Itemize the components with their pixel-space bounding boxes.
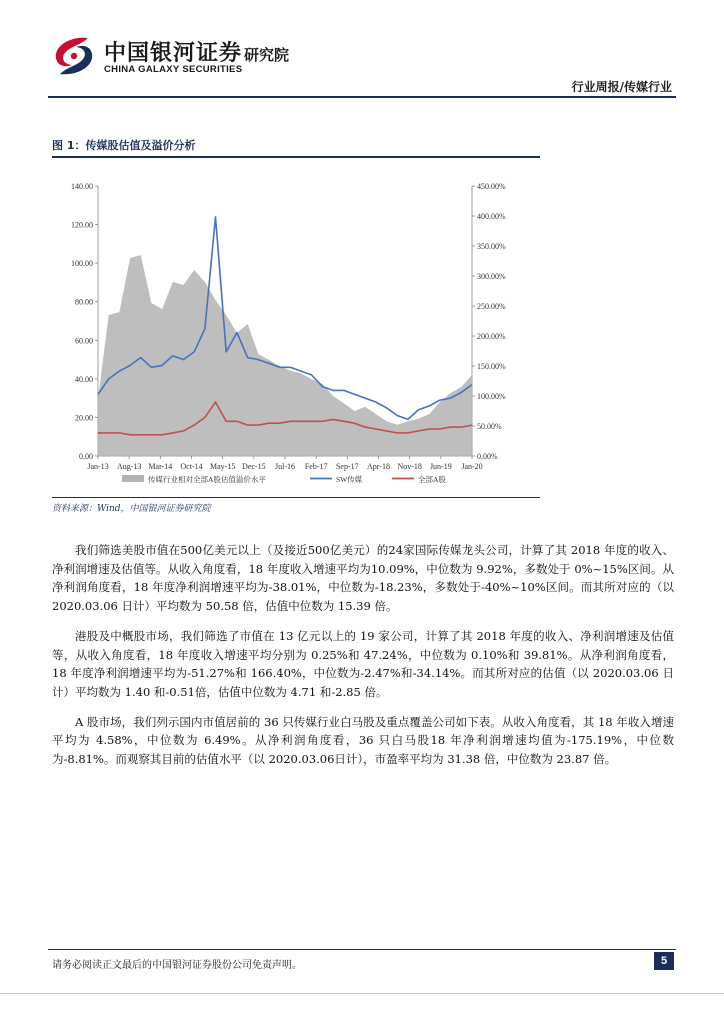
page-bottom-line: [0, 993, 724, 994]
figure-title-divider: [52, 156, 540, 158]
x-tick-label: Apr-18: [367, 462, 390, 471]
logo-research-institute: 研究院: [244, 46, 290, 64]
x-tick-label: Aug-13: [116, 462, 142, 471]
figure-source: 资料来源：Wind，中国银河证券研究院: [52, 504, 211, 514]
legend-label-premium: 传媒行业相对全部A股估值溢价水平: [148, 475, 266, 484]
right-tick-label: 450.00%: [477, 182, 506, 191]
left-tick-label: 0.00: [79, 452, 93, 461]
x-tick-label: Feb-17: [304, 462, 328, 471]
left-tick-label: 140.00: [71, 182, 93, 191]
x-tick-label: Jun-19: [429, 462, 452, 471]
right-tick-label: 50.00%: [477, 422, 502, 431]
page-number: 5: [654, 952, 674, 970]
legend-label-sw-media: SW传媒: [336, 475, 363, 484]
x-tick-label: Oct-14: [180, 462, 203, 471]
body-text: [52, 541, 674, 780]
paragraph-us-stocks: 我们筛选美股市值在500亿美元以上（及接近500亿美元）的24家国际传媒龙头公司，计算了其 2018 年度的收入、净利润增速及估值等。从收入角度看，18 年度收入增速平均为10.09%，中位数为 9.92%，多数处于 0%~15%区间。从净利润角度看，18 年度净利润增速平均为-38.01%，中位数为-18.23%，多数处于-40%~10%区间。而其所对应的（以 2020.03.06 日计）平均数为 50.58 倍，估值中位数为 15.39 倍。: [52, 543, 674, 614]
x-tick-label: Jul-16: [275, 462, 295, 471]
galaxy-logo-icon: [48, 34, 100, 78]
left-tick-label: 20.00: [75, 413, 93, 423]
left-tick-label: 80.00: [75, 297, 93, 307]
right-tick-label: 150.00%: [477, 362, 506, 371]
premium-area-series: [98, 255, 472, 456]
figure-title: 图 1：传媒股估值及溢价分析: [52, 139, 196, 152]
paragraph-a-shares: A 股市场，我们列示国内市值居前的 36 只传媒行业白马股及重点覆盖公司如下表。从收入角度看，其 18 年收入增速平均为 4.58%，中位数为 6.49%。从净利润角度看，36 只白马股18 年净利润增速均值为-175.19%，中位数为-8.81%。而观察其目前的估值水平（以 2020.03.06日计），市盈率平均为 31.38 倍，中位数为 23.87 倍。: [52, 714, 674, 767]
right-tick-label: 300.00%: [477, 272, 506, 281]
right-tick-label: 250.00%: [477, 302, 506, 311]
left-tick-label: 40.00: [75, 374, 93, 384]
x-tick-label: Nov-18: [397, 462, 422, 471]
x-tick-label: Dec-15: [242, 462, 266, 471]
valuation-premium-chart: [52, 170, 540, 496]
header-divider: [48, 96, 676, 98]
left-tick-label: 100.00: [71, 259, 93, 269]
report-category: 行业周报/传媒行业: [571, 80, 672, 94]
disclaimer: 请务必阅读正文最后的中国银河证券股份公司免责声明。: [52, 960, 302, 971]
legend-swatch-premium: [122, 475, 144, 482]
logo-english-name: CHINA GALAXY SECURITIES: [104, 64, 243, 75]
source-divider: [52, 497, 540, 498]
x-tick-label: Sep-17: [335, 462, 359, 471]
right-tick-label: 350.00%: [477, 242, 506, 251]
paragraph-hk-stocks: 港股及中概股市场，我们筛选了市值在 13 亿元以上的 19 家公司，计算了其 2018 年度的收入、净利润增速及估值等，从收入角度看，18 年度收入增速平均分别为 0.25%和 47.24%，中位数为 0.10%和 39.81%。从净利润角度看，18 年度净利润增速平均为-51.27%和 166.40%，中位数为-2.47%和-34.14%。而其所对应的估值（以 2020.03.06 日计）平均数为 1.40 和-0.51倍，估值中位数为 4.71 和-2.85 倍。: [52, 628, 674, 699]
left-tick-label: 120.00: [71, 220, 93, 230]
x-tick-label: Jan-20: [461, 462, 483, 471]
x-tick-label: May-15: [210, 462, 236, 471]
right-tick-label: 100.00%: [477, 392, 506, 401]
logo-chinese-name: 中国银河证券: [104, 41, 243, 66]
right-tick-label: 0.00%: [477, 452, 498, 461]
right-tick-label: 200.00%: [477, 332, 506, 341]
legend-label-all-a: 全部A股: [418, 475, 446, 484]
x-tick-label: Mar-14: [148, 462, 173, 471]
right-tick-label: 400.00%: [477, 212, 506, 221]
left-tick-label: 60.00: [75, 336, 93, 346]
x-tick-label: Jan-13: [87, 462, 109, 471]
footer-divider: [48, 949, 676, 950]
